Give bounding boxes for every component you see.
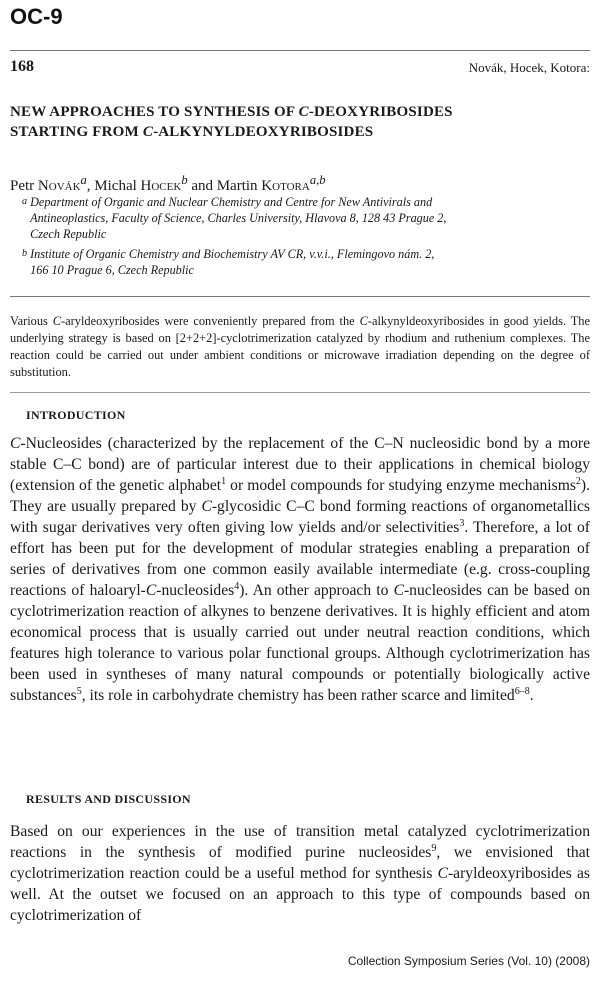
affiliation-b: $^b$ Institute of Organic Chemistry and Biochemistry AV CR, v.v.i., Flemingovo nám. 2, 166 10 Prague 6, Czech Republic (22, 247, 435, 277)
section-heading-introduction: INTRODUCTION (26, 408, 126, 422)
abstract: Various C-aryldeoxyribosides were conveniently prepared from the C-alkynyldeoxyribosides in good yields. The underlying strategy is based on [2+2+2]-cyclotrimerization catalyzed by rhodium and ruthenium complexes. The reaction could be carried out under ambient conditions or microwave irradiation depending on the degree of substitution. (10, 314, 590, 379)
abstract-top-rule (10, 296, 590, 297)
paper-page (10, 0, 590, 981)
affiliation-a: $^a$ Department of Organic and Nuclear Chemistry and Centre for New Antivirals and Antineoplastics, Faculty of Science, Charles University, Hlavova 8, 128 43 Prague 2, Czech Republic (22, 195, 447, 241)
abstract-bottom-rule (10, 392, 590, 393)
results-paragraph: Based on our experiences in the use of transition metal catalyzed cyclotrimerization reactions in the synthesis of modified purine nucleosides$^9$, we envisioned that cyclotrimerization reaction could be a useful method for synthesis C-aryldeoxyribosides as well. At the outset we focused on an approach to this type of compounds based on cyclotrimerization of (10, 823, 590, 924)
title-line-1: NEW APPROACHES TO SYNTHESIS OF C-DEOXYRIBOSIDES (10, 104, 453, 120)
title-line-2: STARTING FROM C-ALKYNYLDEOXYRIBOSIDES (10, 124, 374, 140)
series-tag: OC-9 (10, 4, 63, 29)
author-novak: Novák (37, 178, 81, 194)
introduction-paragraph: C-Nucleosides (characterized by the replacement of the C–N nucleosidic bond by a more stable C–C bond) are of particular interest due to their applications in chemical biology (extension of the genetic alphabet$^1$ or model compounds for studying enzyme mechanisms$^2$). They are usually prepared by C-glycosidic C–C bond forming reactions of organometallics with sugar derivatives very often giving low yields and/or selectivities$^3$. Therefore, a lot of effort has been put for the development of modular strategies enabling a preparation of series of derivatives from one common easily available intermediate (e.g. cross-coupling reactions of haloaryl-C-nucleosides$^4$). An other approach to C-nucleosides can be based on cyclotrimerization reaction of alkynes to benzene derivatives. It is highly efficient and atom economical process that is usually carried out under neutral reaction conditions, which features high tolerance to various polar functional groups. Although cyclotrimerization has been used in syntheses of many natural compounds or potentially biologically active substances$^5$, its role in carbohydrate chemistry has been rather scarce and limited$^{6-8}$. (10, 435, 590, 704)
journal-footer: Collection Symposium Series (Vol. 10) (2008) (347, 954, 590, 968)
page-number: 168 (10, 58, 34, 75)
article-title (10, 102, 570, 142)
running-head: Novák, Hocek, Kotora: (468, 60, 590, 75)
author-list: Petr Novák$^a$, Michal Hocek$^b$ and Martin Kotora$^{a,b}$ (10, 173, 326, 194)
header-rule (10, 50, 590, 51)
author-hocek: Hocek (140, 178, 182, 194)
section-heading-results: RESULTS AND DISCUSSION (26, 792, 191, 806)
author-kotora: Kotora (261, 178, 310, 194)
